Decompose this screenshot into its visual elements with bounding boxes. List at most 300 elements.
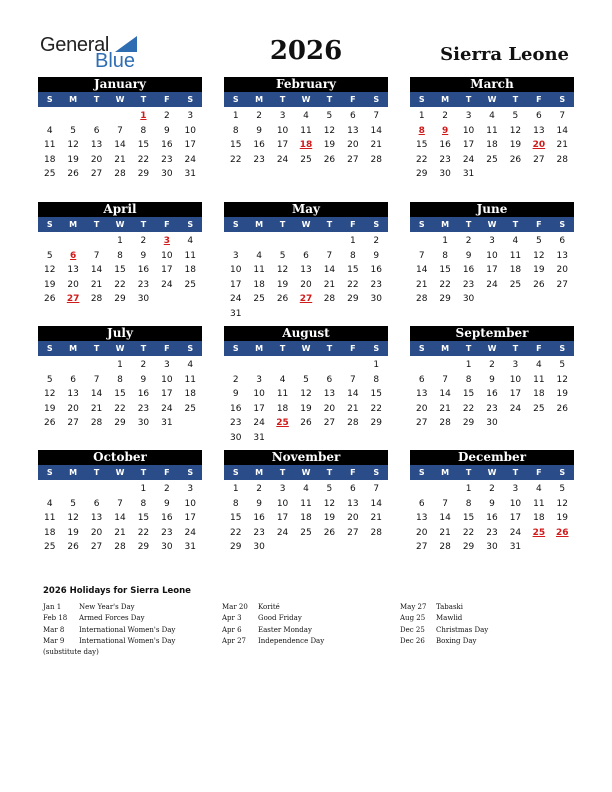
day-cell: 28	[90, 418, 103, 429]
day-cell: 25	[184, 403, 196, 414]
day-cell: 6	[93, 125, 100, 136]
day-cell: 25	[533, 403, 545, 414]
day-cell: 14	[439, 389, 451, 400]
empty-cell	[61, 358, 84, 373]
day-cell: 17	[276, 140, 289, 151]
day-cell: 23	[253, 527, 265, 538]
day-cell: 2	[163, 484, 170, 494]
weekday-label: M	[441, 468, 450, 477]
day-cell: 1	[373, 360, 380, 370]
day-cell: 12	[323, 125, 336, 136]
day-cell: 5	[303, 374, 309, 385]
day-cell: 1	[349, 236, 356, 246]
weekday-label: W	[115, 344, 125, 353]
day-cell: 21	[370, 140, 382, 151]
day-cell: 7	[326, 250, 333, 261]
month-title: November	[224, 450, 388, 465]
holiday-name: Tabaski	[436, 603, 464, 611]
day-cell: 3	[512, 484, 519, 494]
day-cell: 15	[137, 140, 150, 151]
day-cell: 23	[439, 154, 451, 165]
day-cell: 20	[556, 265, 568, 276]
day-cell: 11	[184, 374, 196, 385]
day-cell: 21	[114, 527, 126, 538]
day-cell: 6	[535, 111, 542, 121]
day-cell: 8	[117, 250, 123, 261]
holiday-row	[43, 602, 175, 613]
weekday-label: F	[164, 95, 170, 104]
day-cell: 6	[418, 374, 425, 385]
day-cell: 5	[559, 484, 566, 494]
holiday-day-cell: 26	[556, 527, 569, 538]
day-cell: 19	[509, 140, 522, 151]
day-cell: 30	[137, 294, 150, 305]
day-cell: 13	[67, 389, 79, 400]
day-cell: 3	[187, 111, 194, 121]
day-cell: 20	[90, 527, 103, 538]
weekday-label: S	[232, 344, 239, 353]
day-cell: 8	[373, 374, 380, 385]
holiday-date: Feb 18	[43, 614, 68, 623]
holiday-row	[43, 625, 175, 636]
day-cell: 13	[415, 389, 428, 400]
day-cell: 24	[276, 154, 289, 165]
weekday-header	[410, 341, 574, 356]
weekday-header	[224, 341, 388, 356]
day-cell: 31	[184, 542, 196, 553]
day-cell: 9	[163, 125, 170, 136]
day-cell: 14	[90, 389, 103, 400]
day-cell: 8	[465, 374, 472, 385]
year-title: 2026	[269, 36, 343, 66]
day-cell: 7	[349, 374, 356, 385]
day-cell: 26	[43, 294, 56, 305]
day-cell: 18	[184, 265, 196, 276]
day-cell: 27	[90, 542, 103, 553]
empty-cell	[271, 234, 294, 249]
general-blue-logo	[40, 34, 140, 70]
weekday-label: S	[373, 220, 380, 229]
day-cell: 4	[187, 236, 194, 246]
weekday-label: T	[140, 220, 147, 229]
month-august	[224, 326, 388, 446]
day-cell: 13	[533, 125, 545, 136]
day-cell: 4	[489, 111, 495, 121]
day-cell: 8	[140, 125, 147, 136]
empty-cell	[61, 482, 84, 497]
day-cell: 3	[465, 111, 472, 121]
day-cell: 24	[486, 279, 498, 290]
weekday-label: T	[140, 344, 147, 353]
day-cell: 20	[347, 140, 359, 151]
day-cell: 5	[46, 374, 53, 385]
day-cell: 24	[184, 527, 196, 538]
day-cell: 28	[347, 418, 359, 429]
day-cell: 2	[373, 236, 380, 246]
day-cell: 15	[229, 140, 242, 151]
day-cell: 29	[439, 294, 451, 305]
holiday-row	[43, 636, 175, 647]
holiday-name: International Women's Day	[79, 636, 176, 645]
weekday-label: S	[232, 468, 239, 477]
day-cell: 1	[140, 484, 147, 494]
day-cell: 27	[415, 418, 428, 429]
day-cell: 23	[137, 279, 150, 290]
day-cell: 6	[326, 374, 333, 385]
empty-cell	[61, 234, 84, 249]
weekday-label: W	[487, 468, 497, 477]
empty-cell	[433, 358, 456, 373]
weekday-label: T	[140, 95, 147, 104]
day-cell: 21	[439, 527, 451, 538]
weekday-label: S	[559, 220, 566, 229]
day-cell: 30	[229, 432, 242, 443]
day-cell: 2	[256, 111, 262, 121]
day-cell: 24	[184, 154, 196, 165]
weekday-label: M	[441, 344, 450, 353]
holiday-name: New Year's Day	[79, 603, 135, 611]
month-title: December	[410, 450, 574, 465]
day-cell: 13	[347, 498, 359, 509]
day-cell: 1	[232, 111, 239, 121]
day-cell: 10	[253, 389, 265, 400]
holiday-day-cell: 25	[532, 527, 546, 538]
month-title: June	[410, 202, 574, 217]
month-october	[38, 450, 202, 555]
day-cell: 14	[556, 125, 568, 136]
empty-cell	[38, 482, 61, 497]
day-cell: 28	[556, 154, 568, 165]
day-cell: 12	[43, 265, 56, 276]
day-cell: 23	[137, 403, 150, 414]
day-cell: 24	[462, 154, 475, 165]
day-cell: 14	[415, 265, 428, 276]
day-cell: 2	[163, 111, 170, 121]
day-cell: 12	[300, 389, 312, 400]
day-cell: 2	[140, 360, 147, 370]
month-march	[410, 77, 574, 182]
day-cell: 17	[276, 513, 289, 524]
weekday-label: M	[441, 95, 450, 104]
day-cell: 28	[90, 294, 103, 305]
day-cell: 7	[442, 374, 448, 385]
holiday-date: Jan 1	[43, 603, 62, 611]
day-cell: 20	[415, 527, 428, 538]
day-cell: 11	[43, 513, 56, 524]
day-cell: 19	[533, 265, 545, 276]
day-cell: 2	[465, 236, 472, 246]
day-cell: 30	[161, 169, 173, 180]
day-cell: 16	[229, 403, 242, 414]
day-cell: 18	[43, 154, 56, 165]
weekday-label: F	[164, 220, 170, 229]
day-cell: 26	[509, 154, 522, 165]
day-cell: 26	[323, 154, 336, 165]
day-cell: 17	[509, 513, 522, 524]
day-cell: 5	[512, 111, 519, 121]
weekday-header	[224, 465, 388, 480]
weekday-label: T	[326, 220, 333, 229]
day-cell: 13	[90, 140, 103, 151]
weekday-label: T	[93, 95, 100, 104]
day-cell: 11	[253, 265, 265, 276]
day-cell: 22	[114, 403, 126, 414]
day-cell: 12	[67, 140, 79, 151]
day-cell: 10	[509, 498, 522, 509]
day-cell: 2	[489, 360, 495, 370]
day-cell: 29	[137, 169, 150, 180]
month-february	[224, 77, 388, 167]
day-cell: 21	[114, 154, 126, 165]
month-title: October	[38, 450, 202, 465]
day-cell: 25	[486, 154, 498, 165]
month-title: April	[38, 202, 202, 217]
weekday-label: T	[512, 220, 519, 229]
day-cell: 7	[93, 374, 100, 385]
weekday-label: M	[69, 220, 78, 229]
day-cell: 12	[67, 513, 79, 524]
day-cell: 20	[67, 403, 79, 414]
weekday-label: S	[187, 95, 194, 104]
month-december	[410, 450, 574, 555]
day-cell: 10	[462, 125, 475, 136]
month-january	[38, 77, 202, 182]
weekday-label: S	[46, 95, 53, 104]
day-cell: 1	[117, 360, 123, 370]
weekday-label: T	[512, 344, 519, 353]
day-cell: 9	[489, 374, 495, 385]
day-cell: 13	[90, 513, 103, 524]
weekday-label: S	[46, 468, 53, 477]
day-cell: 14	[114, 140, 126, 151]
empty-cell	[85, 482, 108, 497]
logo-word-general: General	[40, 34, 110, 56]
day-cell: 10	[276, 498, 289, 509]
holiday-name: Mawlid	[436, 614, 463, 623]
empty-cell	[341, 358, 364, 373]
weekday-label: S	[418, 344, 425, 353]
country-title: Sierra Leone	[440, 44, 569, 65]
day-cell: 27	[347, 154, 359, 165]
day-cell: 28	[114, 169, 126, 180]
holiday-row	[400, 613, 488, 624]
day-cell: 18	[533, 513, 545, 524]
day-cell: 29	[462, 418, 475, 429]
holiday-row	[222, 625, 324, 636]
day-cell: 17	[462, 140, 475, 151]
holiday-column	[400, 602, 488, 647]
weekday-header	[410, 465, 574, 480]
day-cell: 5	[326, 484, 333, 494]
day-cell: 27	[67, 418, 79, 429]
day-cell: 7	[117, 125, 123, 136]
day-cell: 28	[439, 418, 451, 429]
day-cell: 26	[323, 527, 336, 538]
day-cell: 18	[509, 265, 522, 276]
day-cell: 22	[229, 527, 242, 538]
day-cell: 11	[276, 389, 289, 400]
day-cell: 10	[276, 125, 289, 136]
day-cell: 7	[373, 111, 380, 121]
day-cell: 23	[161, 154, 173, 165]
day-cell: 24	[509, 527, 522, 538]
empty-cell	[433, 482, 456, 497]
day-cell: 19	[276, 279, 289, 290]
day-cell: 8	[349, 250, 356, 261]
day-cell: 19	[43, 403, 56, 414]
day-cell: 5	[46, 250, 53, 261]
weekday-label: S	[232, 95, 239, 104]
weekday-label: S	[418, 468, 425, 477]
day-cell: 20	[347, 513, 359, 524]
day-cell: 22	[229, 154, 242, 165]
day-cell: 21	[556, 140, 568, 151]
day-cell: 14	[90, 265, 103, 276]
day-cell: 15	[439, 265, 451, 276]
day-cell: 4	[303, 111, 309, 121]
day-cell: 14	[370, 125, 382, 136]
day-cell: 17	[229, 279, 242, 290]
day-cell: 7	[442, 498, 448, 509]
day-cell: 6	[349, 111, 356, 121]
day-cell: 9	[232, 389, 239, 400]
holiday-day-cell: 20	[532, 140, 546, 151]
holiday-date: Aug 25	[400, 614, 426, 623]
weekday-header	[410, 92, 574, 107]
empty-cell	[224, 358, 247, 373]
day-cell: 5	[70, 498, 76, 509]
empty-cell	[318, 358, 341, 373]
weekday-label: F	[536, 344, 542, 353]
weekday-label: W	[487, 344, 497, 353]
day-cell: 15	[137, 513, 150, 524]
day-cell: 10	[161, 374, 173, 385]
holiday-day-cell: 18	[299, 140, 313, 151]
empty-cell	[38, 109, 61, 124]
day-cell: 25	[300, 154, 312, 165]
month-title: September	[410, 326, 574, 341]
day-cell: 17	[161, 389, 173, 400]
day-cell: 30	[253, 542, 265, 553]
day-cell: 13	[415, 513, 428, 524]
weekday-label: F	[164, 344, 170, 353]
holiday-day-cell: 1	[140, 111, 147, 121]
day-cell: 8	[465, 498, 472, 509]
day-cell: 21	[90, 279, 103, 290]
day-cell: 31	[229, 308, 242, 319]
day-cell: 3	[279, 484, 286, 494]
day-cell: 6	[559, 236, 566, 246]
holiday-day-cell: 8	[418, 125, 425, 136]
day-cell: 26	[556, 403, 568, 414]
day-cell: 26	[300, 418, 312, 429]
day-cell: 12	[533, 250, 545, 261]
day-cell: 15	[347, 265, 359, 276]
holiday-row	[43, 613, 175, 624]
day-cell: 15	[462, 389, 475, 400]
day-cell: 7	[418, 250, 425, 261]
day-cell: 4	[512, 236, 519, 246]
day-cell: 28	[415, 294, 428, 305]
day-cell: 8	[117, 374, 123, 385]
day-cell: 11	[533, 374, 545, 385]
day-cell: 16	[370, 265, 382, 276]
day-cell: 21	[370, 513, 382, 524]
empty-cell	[85, 109, 108, 124]
day-grid	[410, 234, 574, 307]
day-cell: 12	[509, 125, 522, 136]
empty-cell	[108, 482, 131, 497]
day-grid	[224, 482, 388, 555]
day-cell: 1	[465, 360, 472, 370]
day-cell: 21	[347, 403, 359, 414]
day-cell: 16	[161, 140, 173, 151]
day-cell: 29	[462, 542, 475, 553]
weekday-label: T	[279, 344, 286, 353]
holiday-day-cell: 27	[299, 294, 313, 305]
empty-cell	[410, 234, 433, 249]
weekday-label: M	[441, 220, 450, 229]
weekday-label: F	[536, 220, 542, 229]
day-cell: 30	[137, 418, 150, 429]
day-cell: 1	[465, 484, 472, 494]
day-cell: 31	[462, 169, 475, 180]
holiday-date: Mar 9	[43, 636, 65, 645]
holiday-name: (substitute day)	[43, 648, 99, 657]
holiday-name: Korité	[258, 603, 280, 611]
day-cell: 31	[184, 169, 196, 180]
day-cell: 14	[323, 265, 336, 276]
day-cell: 4	[46, 125, 53, 136]
month-title: March	[410, 77, 574, 92]
holiday-day-cell: 6	[70, 250, 77, 261]
weekday-label: S	[187, 468, 194, 477]
day-cell: 29	[229, 542, 242, 553]
day-cell: 29	[415, 169, 428, 180]
day-cell: 10	[229, 265, 242, 276]
day-cell: 15	[370, 389, 382, 400]
holiday-row	[222, 613, 324, 624]
holiday-day-cell: 27	[66, 294, 80, 305]
day-cell: 13	[347, 125, 359, 136]
holiday-row	[400, 602, 488, 613]
day-cell: 9	[163, 498, 170, 509]
holiday-name: Independence Day	[258, 636, 325, 645]
day-cell: 24	[229, 294, 242, 305]
day-cell: 16	[439, 140, 451, 151]
day-cell: 26	[67, 542, 79, 553]
day-cell: 20	[415, 403, 428, 414]
day-cell: 21	[439, 403, 451, 414]
day-cell: 5	[559, 360, 566, 370]
weekday-label: S	[187, 220, 194, 229]
day-cell: 13	[300, 265, 312, 276]
day-cell: 12	[556, 498, 568, 509]
day-cell: 30	[161, 542, 173, 553]
day-cell: 18	[253, 279, 265, 290]
day-cell: 19	[556, 389, 568, 400]
day-cell: 12	[43, 389, 56, 400]
day-cell: 7	[559, 111, 566, 121]
day-cell: 17	[184, 140, 196, 151]
day-cell: 15	[462, 513, 475, 524]
weekday-label: W	[115, 468, 125, 477]
day-cell: 31	[161, 418, 173, 429]
day-cell: 17	[161, 265, 173, 276]
day-cell: 22	[415, 154, 428, 165]
day-grid	[38, 234, 202, 307]
weekday-label: S	[559, 344, 566, 353]
